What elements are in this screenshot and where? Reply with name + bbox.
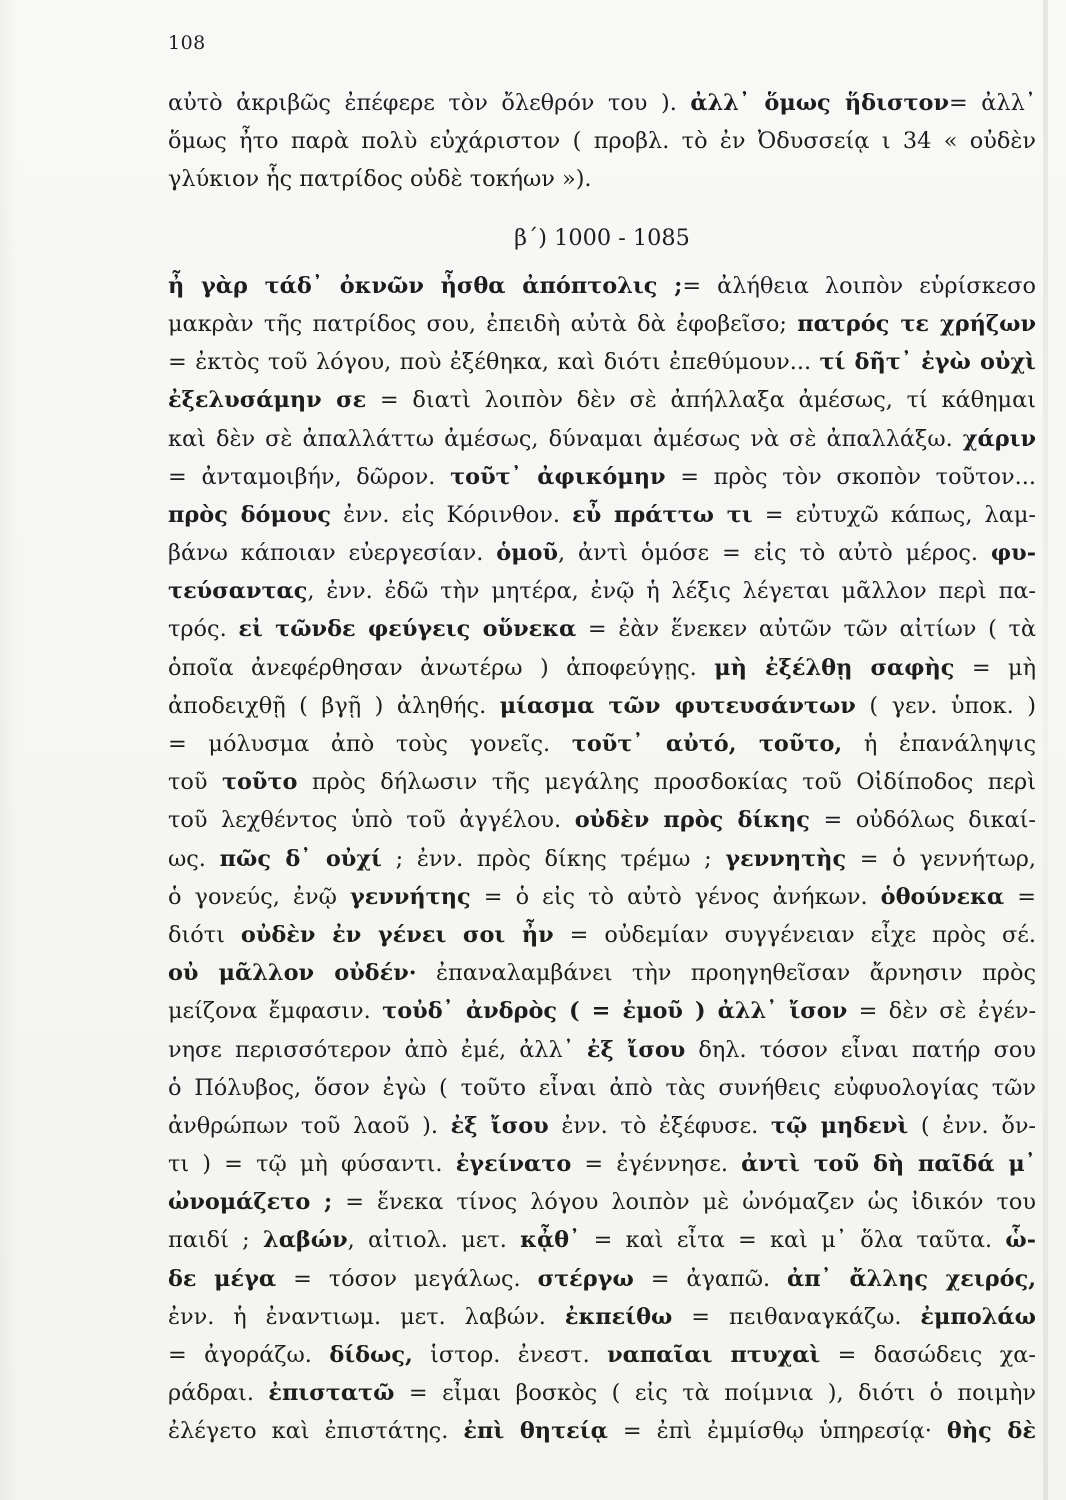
text-line bbox=[168, 763, 1036, 801]
bold-lemma: δίδως, bbox=[329, 1342, 413, 1368]
commentary-text: , ἀντὶ ὁμόσε = εἰς τὸ αὐτὸ μέρος. bbox=[558, 540, 991, 567]
bold-lemma: φυ- bbox=[990, 540, 1036, 567]
bold-lemma: χάριν bbox=[962, 425, 1036, 452]
bold-lemma: οὐδὲν ἐν γένει σοι ἦν bbox=[240, 921, 554, 948]
text-line bbox=[168, 1298, 1036, 1336]
bold-lemma: ὁμοῦ bbox=[496, 540, 559, 567]
bold-lemma: γεννήτης bbox=[349, 883, 471, 910]
commentary-text: = δὲν σὲ ἐγέν- bbox=[847, 998, 1036, 1025]
commentary-text: καὶ δὲν σὲ ἀπαλλάττω ἀμέσως, δύναμαι ἀμέσως νὰ σὲ ἀπαλλάξω. bbox=[168, 425, 963, 452]
bold-lemma: ἀπ᾽ ἄλλης χειρός, bbox=[787, 1265, 1036, 1292]
text-line bbox=[168, 840, 1036, 878]
bold-lemma: ἀντὶ τοῦ δὴ παῖδά μ᾽ bbox=[741, 1151, 1036, 1178]
commentary-text: = ἀνταμοιβήν, δῶρον. bbox=[168, 463, 451, 490]
commentary-text: = ὁ γεννήτωρ, bbox=[846, 845, 1036, 872]
commentary-text: = ἐγέννησε. bbox=[571, 1151, 742, 1178]
commentary-text: ἐλέγετο καὶ ἐπιστάτης. bbox=[168, 1418, 464, 1445]
text-line bbox=[168, 534, 1036, 572]
text-line bbox=[168, 160, 1036, 198]
commentary-text: = ἐὰν ἕνεκεν αὐτῶν τῶν αἰτίων ( τὰ bbox=[576, 616, 1036, 643]
commentary-text: τρός. bbox=[168, 616, 239, 643]
commentary-text: μακρὰν τῆς πατρίδος σου, ἐπειδὴ αὐτὰ δὰ ἐφοβεῖσο; bbox=[168, 310, 798, 337]
bold-lemma: ὁθούνεκα bbox=[880, 883, 1005, 910]
text-line bbox=[168, 1221, 1036, 1259]
commentary-text: = εὐτυχῶ κάπως, λαμ- bbox=[752, 501, 1036, 528]
commentary-text: = bbox=[1004, 883, 1036, 910]
scan-edge-shadow bbox=[1043, 0, 1048, 1500]
text-line bbox=[168, 610, 1036, 648]
bold-lemma: οὐ μᾶλλον οὐδέν· bbox=[168, 960, 417, 987]
commentary-text: ἐνν. εἰς Κόρινθον. bbox=[330, 501, 573, 528]
text-line bbox=[168, 1374, 1036, 1412]
commentary-text: παιδί ; bbox=[168, 1227, 263, 1254]
bold-lemma: εἰ τῶνδε φεύγεις οὕνεκα bbox=[238, 616, 577, 643]
text-line bbox=[168, 84, 1036, 122]
bold-lemma: ἐπιστατῶ bbox=[268, 1380, 395, 1407]
bold-lemma: οὐδὲν πρὸς δίκης bbox=[574, 807, 810, 834]
commentary-text: ὁ Πόλυβος, ὅσον ἐγὼ ( τοῦτο εἶναι ἀπὸ τὰς συνήθεις εὐφυολογίας τῶν bbox=[168, 1074, 1036, 1101]
bold-lemma: πρὸς δόμους bbox=[168, 501, 331, 528]
commentary-text: πρὸς δήλωσιν τῆς μεγάλης προσδοκίας τοῦ Οἰδίποδος περὶ bbox=[297, 769, 1036, 796]
bold-lemma: ἐξ ἴσου bbox=[586, 1036, 686, 1063]
bold-lemma: ἐγείνατο bbox=[455, 1151, 572, 1178]
bold-lemma: ἦ γὰρ τάδ᾽ ὀκνῶν ἦσθα ἀπόπτολις ; bbox=[168, 272, 683, 299]
commentary-text: ἐπαναλαμβάνει τὴν προηγηθεῖσαν ἄρνησιν πρὸς bbox=[416, 960, 1036, 987]
text-line bbox=[168, 878, 1036, 916]
commentary-text: = ἀγαπῶ. bbox=[633, 1265, 788, 1292]
bold-lemma: πατρός τε χρήζων bbox=[797, 310, 1036, 337]
commentary-text: , αἰτιολ. μετ. bbox=[347, 1227, 521, 1254]
bold-lemma: ναπαῖαι πτυχαὶ bbox=[607, 1342, 821, 1368]
bold-lemma: πῶς δ᾽ οὐχί bbox=[219, 845, 382, 872]
text-line bbox=[168, 649, 1036, 687]
commentary-text: = πρὸς τὸν σκοπὸν τοῦτον... bbox=[665, 463, 1036, 490]
text-line bbox=[168, 1183, 1036, 1221]
commentary-text: = ὁ εἰς τὸ αὐτὸ γένος ἀνήκων. bbox=[470, 883, 881, 910]
text-line bbox=[168, 305, 1036, 343]
bold-lemma: τί δῆτ᾽ ἐγὼ οὐχὶ bbox=[819, 349, 1036, 376]
commentary-text: διότι bbox=[168, 921, 241, 948]
text-line bbox=[168, 572, 1036, 610]
bold-lemma: γεννητὴς bbox=[725, 845, 847, 872]
section-heading: β΄) 1000 - 1085 bbox=[514, 224, 690, 251]
commentary-text: ( γεν. ὑποκ. ) bbox=[855, 692, 1036, 719]
bold-lemma: δε μέγα bbox=[168, 1265, 277, 1292]
bold-lemma: μίασμα τῶν φυτευσάντων bbox=[499, 692, 856, 719]
bold-lemma: τεύσαντας bbox=[168, 578, 308, 605]
text-line bbox=[168, 343, 1036, 381]
bold-lemma: θὴς δὲ bbox=[946, 1418, 1036, 1445]
text-line bbox=[168, 122, 1036, 160]
commentary-text: = ἀλλ᾽ bbox=[948, 90, 1036, 116]
commentary-text-block bbox=[168, 84, 1036, 1451]
commentary-text: αὐτὸ ἀκριβῶς ἐπέφερε τὸν ὄλεθρόν του ). bbox=[168, 90, 691, 116]
bold-lemma: ἐκπείθω bbox=[564, 1303, 673, 1330]
commentary-text: = οὐδόλως δικαί- bbox=[809, 807, 1036, 834]
commentary-text: = ἀλήθεια λοιπὸν εὑρίσκεσο bbox=[682, 272, 1036, 299]
commentary-text: ἀποδειχθῇ ( βγῇ ) ἀληθής. bbox=[168, 692, 500, 719]
commentary-text: ράδραι. bbox=[168, 1380, 269, 1407]
text-line bbox=[168, 992, 1036, 1030]
bold-lemma: ἐξ ἴσου bbox=[450, 1112, 549, 1139]
bold-lemma: τοὐδ᾽ ἀνδρὸς ( = ἐμοῦ ) ἀλλ᾽ ἴσον bbox=[382, 998, 848, 1025]
bold-lemma: στέργω bbox=[537, 1265, 634, 1292]
commentary-text: ὁ γονεύς, ἐνῷ bbox=[168, 883, 350, 910]
text-line bbox=[168, 1107, 1036, 1145]
bold-lemma: τοῦτο bbox=[221, 769, 298, 796]
commentary-text: = μὴ bbox=[954, 654, 1036, 681]
text-line bbox=[168, 1145, 1036, 1183]
text-line bbox=[168, 458, 1036, 496]
commentary-text: δηλ. τόσον εἶναι πατήρ σου bbox=[685, 1036, 1036, 1063]
commentary-text: νησε περισσότερον ἀπὸ ἐμέ, ἀλλ᾽ bbox=[168, 1036, 587, 1063]
commentary-text: ὅμως ἦτο παρὰ πολὺ εὐχάριστον ( προβλ. τὸ ἐν Ὀδυσσείᾳ ι 34 « οὐδὲν bbox=[168, 128, 1036, 155]
text-line bbox=[168, 496, 1036, 534]
bold-lemma: μὴ ἐξέλθῃ σαφὴς bbox=[714, 654, 955, 681]
commentary-text: = τόσον μεγάλως. bbox=[276, 1265, 538, 1292]
bold-lemma: ὧ- bbox=[1005, 1227, 1036, 1254]
text-line bbox=[168, 1260, 1036, 1298]
page-number: 108 bbox=[168, 32, 206, 54]
text-line bbox=[168, 1031, 1036, 1069]
commentary-text: μείζονα ἔμφασιν. bbox=[168, 998, 383, 1025]
text-line bbox=[168, 725, 1036, 763]
commentary-text: ἱστορ. ἐνεστ. bbox=[412, 1342, 608, 1368]
text-line bbox=[168, 954, 1036, 992]
commentary-text: ἀνθρώπων τοῦ λαοῦ ). bbox=[168, 1112, 451, 1139]
bold-lemma: ὠνομάζετο ; bbox=[168, 1189, 333, 1216]
commentary-text: τοῦ bbox=[168, 769, 222, 796]
text-line bbox=[168, 801, 1036, 839]
text-line bbox=[168, 1336, 1036, 1374]
bold-lemma: τῷ μηδενὶ bbox=[770, 1112, 909, 1139]
text-line bbox=[168, 687, 1036, 725]
commentary-text: τοῦ λεχθέντος ὑπὸ τοῦ ἀγγέλου. bbox=[168, 807, 575, 834]
commentary-text: = ἕνεκα τίνος λόγου λοιπὸν μὲ ὠνόμαζεν ὡς ἰδικόν του bbox=[332, 1189, 1036, 1216]
text-line bbox=[168, 1069, 1036, 1107]
commentary-text: τι ) = τῷ μὴ φύσαντι. bbox=[168, 1151, 456, 1178]
commentary-text: ὁποῖα ἀνεφέρθησαν ἀνωτέρω ) ἀποφεύγῃς. bbox=[168, 654, 715, 681]
commentary-text: ἡ ἐπανάληψις bbox=[842, 731, 1036, 757]
text-line bbox=[168, 267, 1036, 305]
text-line bbox=[168, 916, 1036, 954]
text-line bbox=[168, 420, 1036, 458]
commentary-text: = δασώδεις χα- bbox=[820, 1342, 1036, 1368]
commentary-text: , ἐνν. ἐδῶ τὴν μητέρα, ἐνῷ ἡ λέξις λέγεται μᾶλλον περὶ πα- bbox=[307, 578, 1036, 605]
commentary-text: = ἐπὶ ἐμμίσθῳ ὑπηρεσίᾳ· bbox=[607, 1418, 947, 1445]
text-line bbox=[168, 381, 1036, 419]
text-line bbox=[168, 1412, 1036, 1450]
bold-lemma: ἐξελυσάμην σε bbox=[168, 387, 367, 414]
commentary-text: = εἶμαι βοσκὸς ( εἰς τὰ ποίμνια ), διότι ὁ ποιμὴν bbox=[394, 1380, 1036, 1407]
bold-lemma: τοῦτ᾽ ἀφικόμην bbox=[450, 463, 666, 490]
commentary-text: βάνω κάποιαν εὐεργεσίαν. bbox=[168, 540, 497, 567]
bold-lemma: εὖ πράττω τι bbox=[572, 501, 753, 528]
commentary-text: γλύκιον ἧς πατρίδος οὐδὲ τοκήων »). bbox=[168, 166, 592, 193]
bold-lemma: ἐπὶ θητείᾳ bbox=[463, 1418, 608, 1445]
commentary-text: = οὐδεμίαν συγγένειαν εἶχε πρὸς σέ. bbox=[553, 921, 1036, 948]
commentary-text: ἐνν. ἡ ἐναντιωμ. μετ. λαβών. bbox=[168, 1303, 565, 1330]
bold-lemma: λαβών bbox=[263, 1227, 348, 1254]
commentary-text: = πειθαναγκάζω. bbox=[672, 1303, 921, 1330]
commentary-text: = καὶ εἶτα = καὶ μ᾽ ὅλα ταῦτα. bbox=[580, 1227, 1006, 1254]
bold-lemma: ἀλλ᾽ ὅμως ἥδιστον bbox=[690, 90, 949, 116]
commentary-text: ἐνν. τὸ ἐξέφυσε. bbox=[548, 1112, 771, 1139]
commentary-text: = μόλυσμα ἀπὸ τοὺς γονεῖς. bbox=[168, 731, 572, 757]
commentary-text: ; ἐνν. πρὸς δίκης τρέμω ; bbox=[381, 845, 726, 872]
bold-lemma: τοῦτ᾽ αὐτό, τοῦτο, bbox=[571, 731, 843, 757]
commentary-text: ως. bbox=[168, 845, 220, 872]
commentary-text: = διατὶ λοιπὸν δὲν σὲ ἀπήλλαξα ἀμέσως, τί κάθημαι bbox=[366, 387, 1036, 414]
bold-lemma: ἐμπολάω bbox=[920, 1303, 1036, 1330]
bold-lemma: κᾆθ᾽ bbox=[520, 1227, 581, 1254]
commentary-text: = ἐκτὸς τοῦ λόγου, ποὺ ἐξέθηκα, καὶ διότι ἐπεθύμουν... bbox=[168, 349, 820, 376]
commentary-text: = ἀγοράζω. bbox=[168, 1342, 330, 1368]
commentary-text: ( ἐνν. ὄν- bbox=[908, 1112, 1036, 1139]
